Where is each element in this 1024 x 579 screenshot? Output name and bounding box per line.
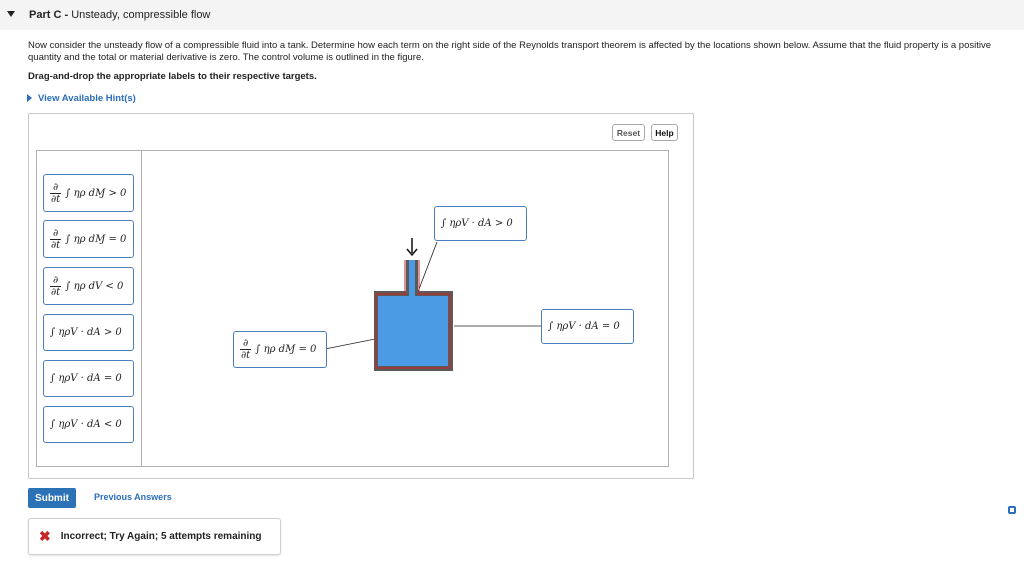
instruction-text: Drag-and-drop the appropriate labels to their respective targets. xyxy=(28,71,317,82)
label-expression: ∫ ηρ dV < 0 xyxy=(65,280,124,292)
label-volume-negative[interactable] xyxy=(43,267,134,305)
part-title-text: Unsteady, compressible flow xyxy=(71,9,211,21)
incorrect-x-icon: ✖ xyxy=(39,528,51,544)
target-tank-interior[interactable] xyxy=(233,331,327,368)
partial-num: ∂ xyxy=(243,338,249,349)
feedback-box xyxy=(28,518,281,555)
previous-answers-link[interactable]: Previous Answers xyxy=(94,492,172,502)
expand-icon[interactable] xyxy=(1008,506,1016,514)
label-expression: ∫ ηρV · dA > 0 xyxy=(441,218,513,229)
label-expression: ∫ ηρ dⱮ > 0 xyxy=(65,187,127,199)
help-button[interactable]: Help xyxy=(651,124,678,141)
label-flux-zero[interactable] xyxy=(43,360,134,397)
partial-num: ∂ xyxy=(53,274,59,286)
feedback-text: Incorrect; Try Again; 5 attempts remaining xyxy=(60,531,262,542)
target-inlet[interactable] xyxy=(434,206,527,241)
label-expression: ∫ ηρV · dA = 0 xyxy=(50,373,122,384)
submit-button[interactable]: Submit xyxy=(28,488,76,508)
target-tank-wall[interactable] xyxy=(541,309,634,344)
tank-fluid xyxy=(378,296,448,366)
label-expression: ∫ ηρ dⱮ = 0 xyxy=(255,344,317,355)
label-volume-positive[interactable] xyxy=(43,174,134,212)
partial-den: ∂t xyxy=(51,286,61,298)
inlet-pipe-fluid xyxy=(409,260,415,296)
partial-num: ∂ xyxy=(53,227,59,239)
partial-fraction xyxy=(50,275,61,298)
label-flux-negative[interactable] xyxy=(43,406,134,443)
partial-den: ∂t xyxy=(51,193,61,205)
partial-den: ∂t xyxy=(51,239,61,251)
partial-fraction xyxy=(50,182,61,205)
partial-num: ∂ xyxy=(53,181,59,193)
label-expression: ∫ ηρ dⱮ = 0 xyxy=(65,233,127,245)
part-prefix: Part C - xyxy=(29,9,69,21)
problem-statement: Now consider the unsteady flow of a compressible fluid into a tank. Determine how each term on the right side of the Reynolds transport theorem is affected by the locations shown below. Assume that the fluid property is a positive quantity and the total or material derivative is zero. The control volume is outlined in the figure. xyxy=(28,40,992,63)
partial-fraction xyxy=(50,228,61,251)
reset-button[interactable]: Reset xyxy=(612,124,645,141)
label-expression: ∫ ηρV · dA = 0 xyxy=(548,321,620,332)
label-volume-zero[interactable] xyxy=(43,220,134,258)
label-expression: ∫ ηρV · dA < 0 xyxy=(50,419,122,430)
partial-den: ∂t xyxy=(241,350,251,361)
hints-link-label: View Available Hint(s) xyxy=(38,93,136,104)
partial-fraction xyxy=(240,338,251,361)
label-expression: ∫ ηρV · dA > 0 xyxy=(50,327,122,338)
label-flux-positive[interactable] xyxy=(43,314,134,351)
